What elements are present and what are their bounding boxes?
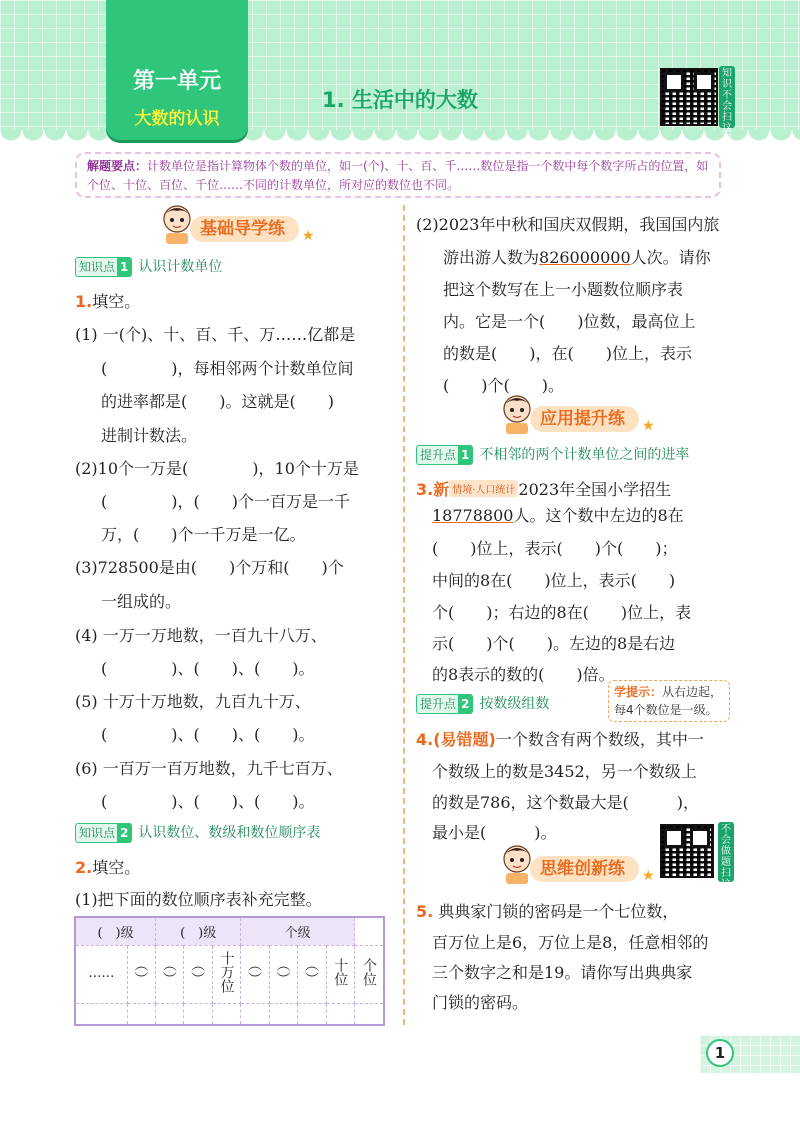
hint-label: 学提示： bbox=[614, 685, 663, 699]
table-cell[interactable] bbox=[298, 1003, 326, 1025]
lesson-title: 1. 生活中的大数 bbox=[322, 88, 478, 112]
table-cell-blank[interactable]: ︵ ︶ bbox=[298, 945, 326, 1003]
question-2-heading bbox=[75, 855, 140, 878]
question-number: 2. bbox=[75, 858, 93, 877]
qr-label-knowledge: 知识不会扫这里 bbox=[719, 66, 735, 128]
star-icon: ★ bbox=[642, 868, 655, 884]
q1-line: 万，( )个一千万是一亿。 bbox=[101, 525, 306, 544]
table-cell[interactable] bbox=[127, 1003, 155, 1025]
hint-text: 每4个数位是一级。 bbox=[614, 703, 718, 717]
knowledge-point-text: 认识计数单位 bbox=[138, 259, 223, 275]
q1-line: 的进率都是( )。这就是( ) bbox=[101, 392, 334, 411]
tourist-count: 826000000 bbox=[539, 248, 631, 267]
table-cell[interactable] bbox=[184, 1003, 212, 1025]
q4-line: 最小是( )。 bbox=[432, 823, 557, 842]
table-header-cell: ( )级 bbox=[75, 917, 156, 945]
question-number: 4. bbox=[416, 730, 434, 749]
solving-tip-box bbox=[75, 152, 721, 198]
q1-line: ( )、( )、( )。 bbox=[101, 659, 315, 678]
star-icon: ★ bbox=[642, 418, 655, 434]
q2-line: (2)2023年中秋和国庆双假期，我国国内旅 bbox=[416, 215, 720, 234]
table-cell: 十万位 bbox=[212, 945, 240, 1003]
q1-line: ( )、( )、( )。 bbox=[101, 792, 315, 811]
qr-code-knowledge[interactable] bbox=[660, 68, 718, 126]
q5-line: 百万位上是6，万位上是8，任意相邻的 bbox=[432, 933, 709, 952]
question-1-heading bbox=[75, 289, 140, 312]
q1-line: (2)10个一万是( )，10个十万是 bbox=[75, 459, 359, 478]
q4-line: 的数是786，这个数最大是( )， bbox=[432, 793, 700, 812]
question-5-heading: 5. 典典家门锁的密码是一个七位数， bbox=[416, 902, 679, 921]
q1-line: (6) 一百万一百万地数，九千七百万、 bbox=[75, 759, 343, 778]
table-cell: 个位 bbox=[355, 945, 385, 1003]
improvement-point-2 bbox=[416, 693, 549, 714]
mascot-icon bbox=[160, 204, 194, 246]
knowledge-tag: 知识点 1 bbox=[75, 257, 132, 277]
section-title-basic: 基础导学练 bbox=[190, 216, 299, 242]
improvement-tag: 提升点 2 bbox=[416, 694, 473, 714]
column-divider bbox=[403, 205, 405, 1025]
q3-line: 中间的8在( )位上，表示( ) bbox=[432, 571, 676, 590]
improvement-point-text: 按数级组数 bbox=[479, 696, 550, 712]
q2-line: 内。它是一个( )位数，最高位上 bbox=[443, 312, 696, 331]
table-header-row bbox=[75, 917, 384, 945]
new-badge: 新 bbox=[433, 480, 450, 499]
table-cell-blank[interactable]: ︵ ︶ bbox=[241, 945, 269, 1003]
table-cell: …… bbox=[75, 945, 127, 1003]
q2-line: 游出游人数为826000000人次。请你 bbox=[443, 248, 711, 267]
table-row bbox=[75, 1003, 384, 1025]
q2-sub1: (1)把下面的数位顺序表补充完整。 bbox=[75, 890, 322, 909]
hint-box bbox=[608, 680, 730, 722]
mascot-icon bbox=[500, 844, 534, 886]
q1-line: ( )、( )、( )。 bbox=[101, 725, 315, 744]
q2-line: 把这个数写在上一小题数位顺序表 bbox=[443, 280, 684, 299]
table-cell-blank[interactable]: ︵ ︶ bbox=[269, 945, 297, 1003]
q1-line: (1) 一(个)、十、百、千、万……亿都是 bbox=[75, 325, 356, 344]
table-cell[interactable] bbox=[326, 1003, 354, 1025]
q5-line: 三个数字之和是19。请你写出典典家 bbox=[432, 963, 693, 982]
tip-label: 解题要点： bbox=[87, 159, 148, 173]
q2-line: 的数是( )，在( )位上，表示 bbox=[443, 344, 692, 363]
unit-subtitle: 大数的认识 bbox=[134, 109, 220, 129]
q3-line: 的8表示的数的( )倍。 bbox=[432, 665, 615, 684]
hint-text: 从右边起， bbox=[662, 685, 723, 699]
q1-line: (4) 一万一万地数，一百九十八万、 bbox=[75, 626, 327, 645]
table-cell: 十位 bbox=[326, 945, 354, 1003]
tip-line-1 bbox=[87, 157, 709, 176]
q1-line: (5) 十万十万地数，九百九十万、 bbox=[75, 692, 311, 711]
table-cell[interactable] bbox=[241, 1003, 269, 1025]
q1-line: (3)728500是由( )个万和( )个 bbox=[75, 558, 344, 577]
table-cell[interactable] bbox=[156, 1003, 184, 1025]
q1-line: 一组成的。 bbox=[101, 592, 182, 611]
unit-title: 第一单元 bbox=[132, 69, 221, 94]
table-cell[interactable] bbox=[75, 1003, 127, 1025]
question-number: 5. bbox=[416, 902, 434, 921]
q2-line: ( )个( )。 bbox=[443, 376, 564, 395]
question-4-heading: 4.(易错题)一个数含有两个数级，其中一 bbox=[416, 730, 704, 749]
tip-text-1: 计数单位是指计算物体个数的单位，如一(个)、十、百、千……数位是指一个数中每个数字所占的位置，如 bbox=[147, 159, 709, 173]
q5-line: 门锁的密码。 bbox=[432, 993, 529, 1012]
knowledge-tag: 知识点 2 bbox=[75, 823, 132, 843]
mascot-icon bbox=[500, 394, 534, 436]
table-cell-blank[interactable]: ︵ ︶ bbox=[184, 945, 212, 1003]
q1-line: 进制计数法。 bbox=[101, 426, 198, 445]
q4-line: 个数级上的数是3452，另一个数级上 bbox=[432, 762, 697, 781]
page-number: 1 bbox=[706, 1039, 734, 1067]
place-value-table bbox=[74, 916, 385, 1026]
star-icon: ★ bbox=[302, 228, 315, 244]
tip-text-2: 个位、十位、百位、千位……不同的计数单位，所对应的数位也不同。 bbox=[87, 178, 460, 192]
question-title: 填空。 bbox=[92, 292, 141, 311]
qr-code-help[interactable] bbox=[660, 824, 714, 878]
question-number: 1. bbox=[75, 292, 93, 311]
improvement-point-1 bbox=[416, 444, 689, 465]
improvement-tag: 提升点 1 bbox=[416, 445, 473, 465]
q1-line: ( )，每相邻两个计数单位间 bbox=[101, 359, 354, 378]
q3-line: ( )位上，表示( )个( )； bbox=[432, 539, 678, 558]
table-header-cell: ( )级 bbox=[156, 917, 241, 945]
q3-line: 18778800人。这个数中左边的8在 bbox=[432, 506, 684, 525]
table-cell[interactable] bbox=[269, 1003, 297, 1025]
table-header-cell: 个级 bbox=[241, 917, 355, 945]
error-prone-badge: (易错题) bbox=[433, 730, 496, 749]
knowledge-point-text: 认识数位、数级和数位顺序表 bbox=[138, 825, 321, 841]
knowledge-point-1 bbox=[75, 256, 222, 277]
q3-line: 示( )个( )。左边的8是右边 bbox=[432, 634, 676, 653]
q3-line: 个( )；右边的8在( )位上，表 bbox=[432, 603, 692, 622]
qr-label-help: 不会做题扫这里 bbox=[718, 822, 734, 882]
question-title: 填空。 bbox=[92, 858, 141, 877]
enrollment-count: 18778800 bbox=[432, 506, 514, 525]
table-cell[interactable] bbox=[212, 1003, 240, 1025]
knowledge-point-2 bbox=[75, 822, 320, 843]
unit-tab bbox=[106, 0, 248, 140]
table-row bbox=[75, 945, 384, 1003]
question-number: 3. bbox=[416, 480, 434, 499]
table-cell-blank[interactable]: ︵ ︶ bbox=[127, 945, 155, 1003]
q1-line: ( )，( )个一百万是一千 bbox=[101, 492, 350, 511]
table-cell[interactable] bbox=[355, 1003, 385, 1025]
improvement-point-text: 不相邻的两个计数单位之间的进率 bbox=[479, 447, 690, 463]
scene-badge: 情境·人口统计 bbox=[449, 480, 518, 497]
table-cell-blank[interactable]: ︵ ︶ bbox=[156, 945, 184, 1003]
section-title-thinking: 思维创新练 bbox=[530, 856, 639, 882]
section-title-applied: 应用提升练 bbox=[530, 406, 639, 432]
question-3-heading: 3.新 情境·人口统计 2023年全国小学招生 bbox=[416, 480, 672, 499]
